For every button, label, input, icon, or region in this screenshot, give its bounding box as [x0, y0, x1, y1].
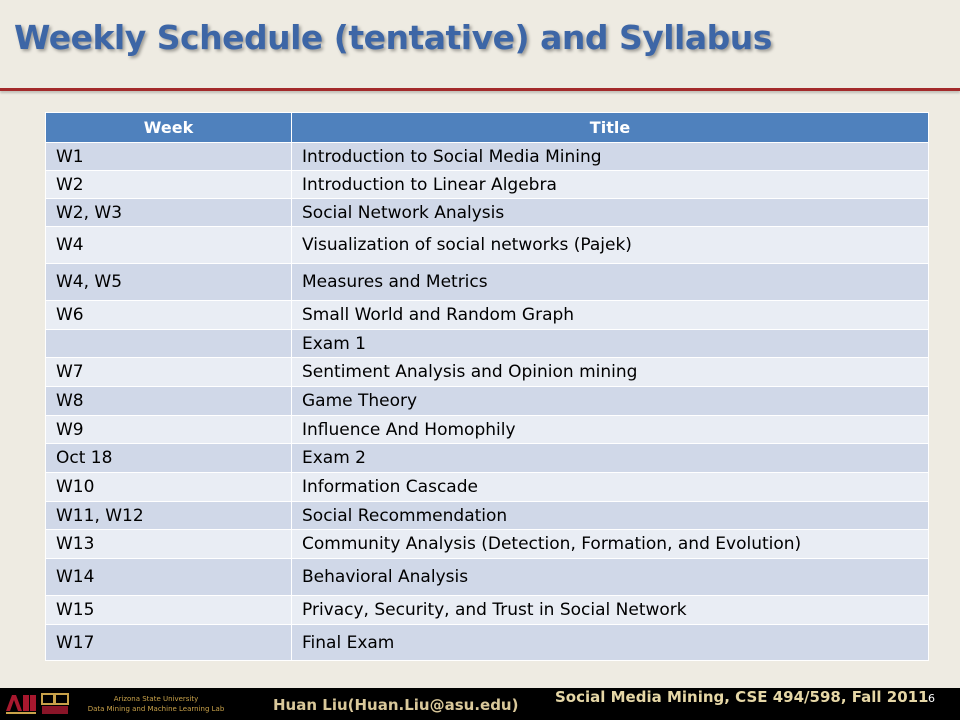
table-row — [46, 502, 929, 530]
table-row — [46, 473, 929, 502]
week-cell: W6 — [46, 301, 292, 330]
table-row — [46, 416, 929, 444]
title-cell: Behavioral Analysis — [292, 559, 929, 596]
table-row — [46, 444, 929, 473]
table-row — [46, 559, 929, 596]
week-cell: W2 — [46, 171, 292, 199]
title-cell: Exam 1 — [292, 330, 929, 358]
title-cell: Influence And Homophily — [292, 416, 929, 444]
week-cell: W4 — [46, 227, 292, 264]
title-cell: Privacy, Security, and Trust in Social Network — [292, 596, 929, 625]
slide-title: Weekly Schedule (tentative) and Syllabus — [14, 18, 772, 57]
week-cell — [46, 330, 292, 358]
title-cell: Community Analysis (Detection, Formation, and Evolution) — [292, 530, 929, 559]
title-cell: Final Exam — [292, 625, 929, 661]
lab-name — [78, 694, 234, 714]
table-row — [46, 596, 929, 625]
page-number: 6 — [928, 692, 935, 705]
title-cell: Sentiment Analysis and Opinion mining — [292, 358, 929, 387]
title-cell: Game Theory — [292, 387, 929, 416]
course-name: Social Media Mining, CSE 494/598, Fall 2011 — [555, 688, 929, 706]
week-cell: W9 — [46, 416, 292, 444]
author-credit: Huan Liu(Huan.Liu@asu.edu) — [273, 696, 519, 714]
table-row — [46, 264, 929, 301]
title-cell: Measures and Metrics — [292, 264, 929, 301]
table-row — [46, 199, 929, 227]
column-header-week: Week — [46, 113, 292, 143]
lab-line-university: Arizona State University — [113, 695, 199, 703]
schedule-body — [46, 143, 929, 661]
table-row — [46, 358, 929, 387]
week-cell: W8 — [46, 387, 292, 416]
column-header-title: Title — [292, 113, 929, 143]
title-cell: Social Recommendation — [292, 502, 929, 530]
table-row — [46, 625, 929, 661]
title-cell: Social Network Analysis — [292, 199, 929, 227]
title-cell: Introduction to Social Media Mining — [292, 143, 929, 171]
table-row — [46, 227, 929, 264]
table-header-row — [46, 113, 929, 143]
week-cell: W13 — [46, 530, 292, 559]
footer-bar — [0, 688, 960, 720]
week-cell: W10 — [46, 473, 292, 502]
table-row — [46, 330, 929, 358]
table-row — [46, 171, 929, 199]
title-cell: Information Cascade — [292, 473, 929, 502]
title-divider — [0, 88, 960, 91]
week-cell: W4, W5 — [46, 264, 292, 301]
title-cell: Exam 2 — [292, 444, 929, 473]
week-cell: W17 — [46, 625, 292, 661]
week-cell: W11, W12 — [46, 502, 292, 530]
schedule-table — [45, 112, 929, 661]
table-row — [46, 530, 929, 559]
title-cell: Visualization of social networks (Pajek) — [292, 227, 929, 264]
week-cell: W2, W3 — [46, 199, 292, 227]
week-cell: Oct 18 — [46, 444, 292, 473]
title-cell: Introduction to Linear Algebra — [292, 171, 929, 199]
table-row — [46, 143, 929, 171]
week-cell: W7 — [46, 358, 292, 387]
title-cell: Small World and Random Graph — [292, 301, 929, 330]
week-cell: W1 — [46, 143, 292, 171]
week-cell: W14 — [46, 559, 292, 596]
table-row — [46, 301, 929, 330]
lab-line-lab: Data Mining and Machine Learning Lab — [87, 705, 225, 713]
dmml-logo-icon — [40, 691, 70, 717]
week-cell: W15 — [46, 596, 292, 625]
asu-logo-icon — [4, 691, 38, 717]
table-row — [46, 387, 929, 416]
